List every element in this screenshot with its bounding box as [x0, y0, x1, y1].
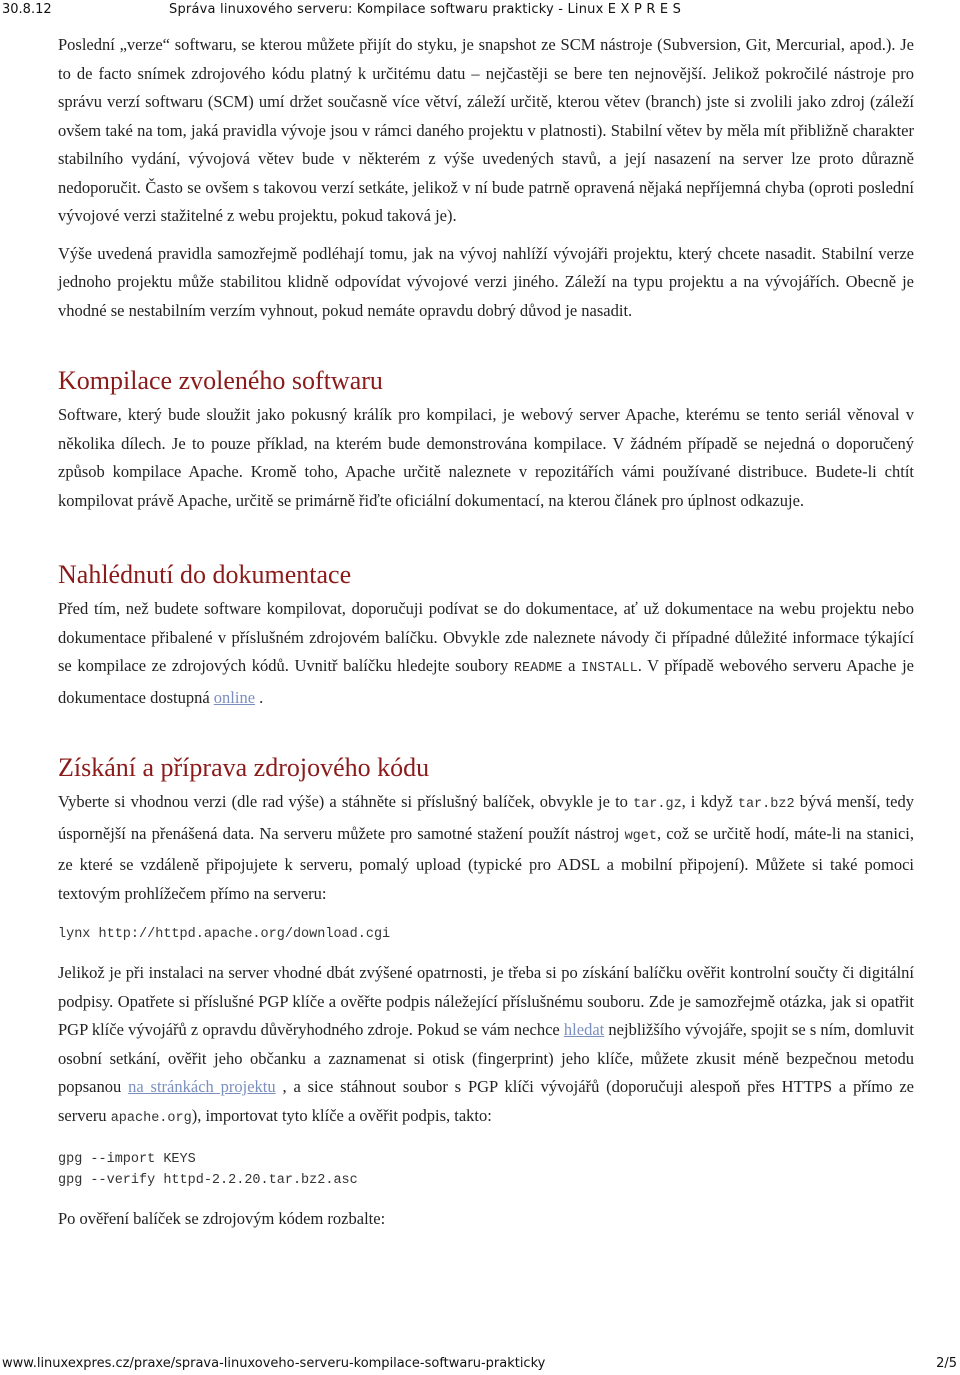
gpg-code-block: gpg --import KEYS gpg --verify httpd-2.2.20.tar.bz2.asc — [58, 1152, 358, 1188]
apache-org-code: apache.org — [110, 1110, 192, 1126]
project-pages-link[interactable]: na stránkách projektu — [128, 1077, 276, 1096]
source-paragraph-3: Po ověření balíček se zdrojovým kódem rozbalte: — [58, 1209, 386, 1228]
search-link[interactable]: hledat — [563, 1020, 605, 1039]
intro-paragraph-1: Poslední „verze“ softwaru, se kterou můžete přijít do styku, je snapshot ze SCM nástroje (Subversion, Git, Mercurial, apod.). Je to de facto snímek zdrojového kódu platný k určitému datu – nejčastěji se bere ten nejnovější. Jelikož pokročilé nástroje pro správu verzí softwaru (SCM) umí držet současně více větví, záleží určitě, kterou větev (branch) jste si zvolili jako zdroj (záleží ovšem také na tom, jaká pravidla vývoje jsou v rámci daného projektu v platnosti). Stabilní větev by měla mít přibližně charakter stabilního vydání, vývojová větev bude v některém z výše uvedených stavů, a její nasazení na server lze proto důrazně nedoporučit. Často se ovšem s takovou verzí setkáte, jelikož v ní bude patrně opravená nějaká nepříjemná chyba (oproti poslední vývojové verzi stažitelné z webu projektu, pokud taková je). — [58, 35, 914, 225]
article-body — [58, 31, 914, 1234]
wget-code: wget — [624, 828, 657, 844]
tarbz2-code: tar.bz2 — [737, 797, 795, 812]
docs-text-4: . — [255, 687, 264, 707]
source-paragraph-2 — [58, 959, 914, 1133]
verify-text-3: , a sice stáhnout soubor s PGP klíči vývojářů (doporučuji alespoň přes HTTPS a přímo ze serveru — [58, 1077, 915, 1125]
print-page-title: Správa linuxového serveru: Kompilace softwaru prakticky - Linux E X P R E S — [169, 2, 682, 17]
section-heading-source: Získání a příprava zdrojového kódu — [58, 753, 430, 782]
print-date: 30.8.12 — [2, 2, 52, 17]
source-paragraph-1 — [58, 788, 914, 908]
print-url: www.linuxexpres.cz/praxe/sprava-linuxoveho-serveru-kompilace-softwaru-prakticky — [2, 1356, 546, 1371]
docs-text-1: Před tím, než budete software kompilovat, doporučuji podívat se do dokumentace, ať už dokumentace na webu projektu nebo dokumentace přibalené v příslušném zdrojovém balíčku. Obvykle zde naleznete návody či případné důležité informace týkající se kompilace ze zdrojových kódů. Uvnitř balíčku hledejte soubory — [58, 599, 914, 675]
section-heading-compile: Kompilace zvoleného softwaru — [58, 366, 383, 395]
source-text-2: , i když — [681, 792, 738, 811]
verify-text-4: ), importovat tyto klíče a ověřit podpis, takto: — [191, 1105, 492, 1125]
section-heading-docs: Nahlédnutí do dokumentace — [58, 560, 352, 589]
compile-paragraph: Software, který bude sloužit jako pokusný králík pro kompilaci, je webový server Apache, kterému se tento seriál věnoval v několika dílech. Je to pouze příklad, na kterém bude demonstrována kompilace. V žádném případě se nejedná o doporučený způsob kompilace Apache. Kromě toho, Apache určitě naleznete v repozitářích vámi používané distribuce. Budete-li chtít kompilovat právě Apache, určitě se primárně řiďte oficiální dokumentací, na kterou článek pro úplnost odkazuje. — [58, 405, 914, 510]
targz-code: tar.gz — [633, 797, 682, 812]
source-text-3: bývá menší, tedy úspornější na přenášená data. Na serveru můžete pro samotné stažení použít nástroj — [58, 792, 914, 843]
docs-text-3: . V případě webového serveru Apache je dokumentace dostupná — [58, 656, 915, 707]
page-number: 2/5 — [936, 1356, 957, 1371]
lynx-code-block: lynx http://httpd.apache.org/download.cgi — [58, 927, 391, 942]
intro-paragraph-2: Výše uvedená pravidla samozřejmě podléhají tomu, jak na vývoj nahlíží vývojáři projektu, který chcete nasadit. Stabilní verze jednoho projektu může stabilitou klidně odpovídat vývojové verzi jiného. Záleží na typu projektu a na vývojářích. Obecně je vhodné se nestabilním verzím vyhnout, pokud nemáte opravdu dobrý důvod je nasadit. — [58, 243, 914, 320]
docs-text-2: a — [562, 656, 582, 675]
verify-text-1: Jelikož je při instalaci na server vhodné dbát zvýšené opatrnosti, je třeba si po získání balíčku ověřit kontrolní součty či digitální podpisy. Opatřete si příslušné PGP klíče a ověřte podpis náležející příslušnému souboru. Zde je samozřejmě otázka, jak si opatřit PGP klíče vývojářů z opravdu důvěryhodného zdroje. Pokud se vám nechce — [58, 963, 914, 1039]
verify-text-2: nejbližšího vývojáře, spojit se s ním, domluvit osobní setkání, ověřit jeho občanku a zaznamenat si otisk (fingerprint) jeho klíče, můžete zkusit méně bezpečnou metodu popsanou — [58, 1020, 914, 1096]
docs-paragraph — [58, 595, 914, 712]
online-link[interactable]: online — [213, 687, 256, 707]
print-header — [0, 0, 960, 22]
source-text-1: Vyberte si vhodnou verzi (dle rad výše) a stáhněte si příslušný balíček, obvykle je to — [58, 792, 634, 811]
install-code: INSTALL — [581, 661, 638, 676]
readme-code: README — [513, 661, 563, 676]
source-text-4: , což se určitě hodí, máte-li na stanici, ze které se vzdáleně připojujete k serveru, pomalý upload (typické pro ADSL a mobilní připojení). Můžete si také pomoci textovým prohlížečem přímo na serveru: — [58, 823, 914, 903]
print-footer — [0, 1355, 960, 1375]
